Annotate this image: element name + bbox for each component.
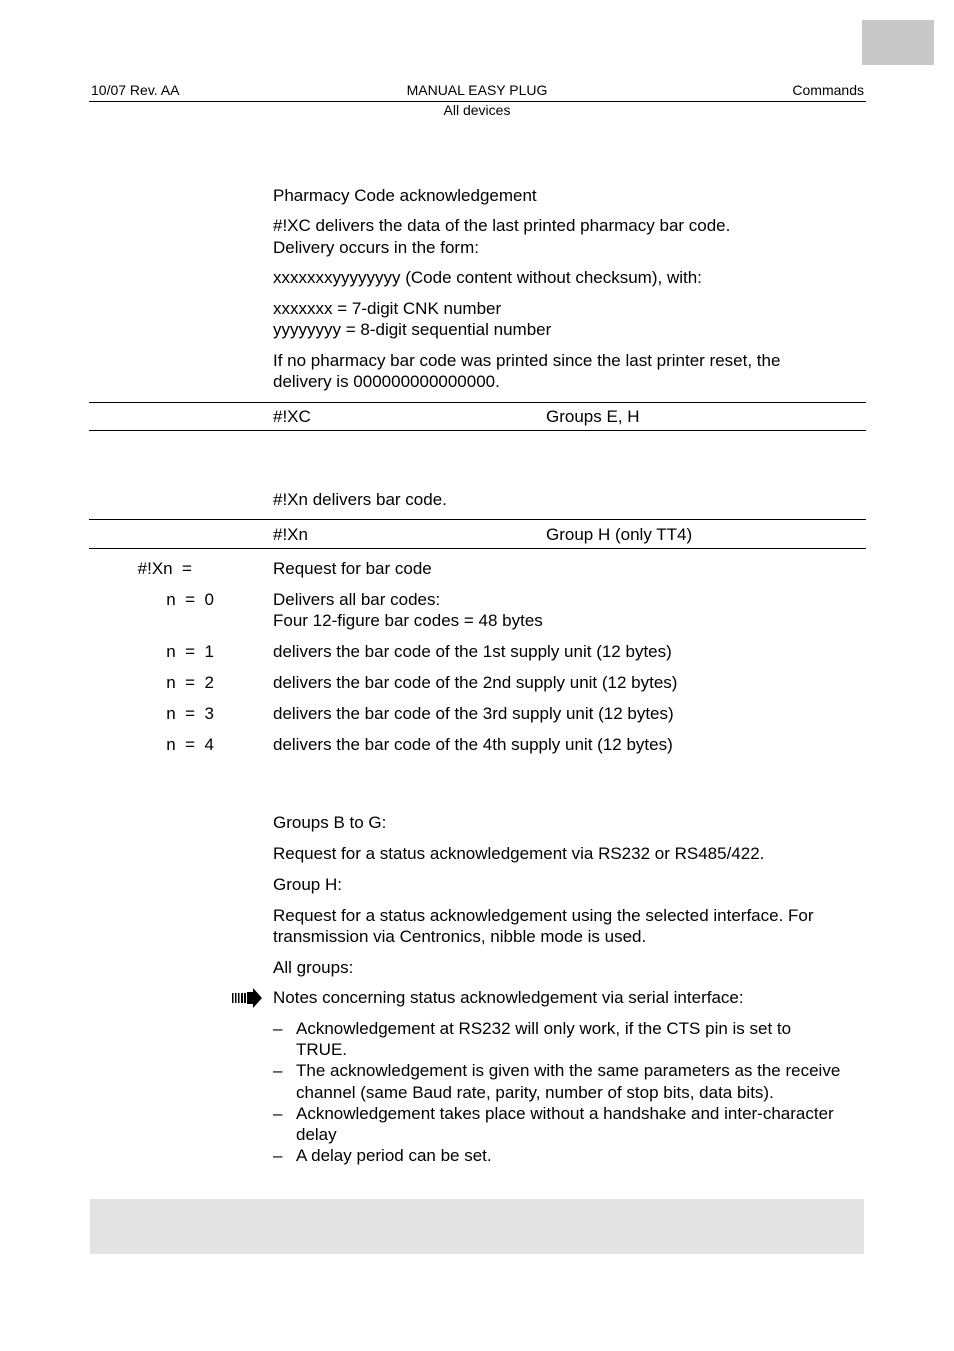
header-revision: 10/07 Rev. AA [91, 82, 180, 98]
xc-syntax-rule-top [89, 402, 866, 403]
xn-syntax-rule-bottom [89, 548, 866, 549]
xc-note-line2: delivery is 000000000000000. [273, 372, 500, 391]
footer-band [90, 1199, 864, 1254]
xn-value-desc: delivers the bar code of the 1st supply unit (12 bytes) [273, 642, 672, 661]
xn-groups: Group H (only TT4) [546, 525, 693, 544]
bullet-text-line2: delay [296, 1125, 337, 1144]
status-note: Notes concerning status acknowledgement via serial interface: [273, 988, 744, 1007]
header-chapter: Commands [792, 82, 864, 98]
xn-intro: #!Xn delivers bar code. [273, 490, 447, 509]
bullet-text: Acknowledgement at RS232 will only work, if the CTS pin is set to [296, 1019, 792, 1038]
bullet-dash: – [273, 1061, 283, 1080]
bullet-dash: – [273, 1104, 283, 1123]
pointing-hand-icon [231, 988, 263, 1008]
bullet-dash: – [273, 1019, 283, 1038]
xc-title: Pharmacy Code acknowledgement [273, 186, 537, 205]
xn-syntax: #!Xn [273, 525, 308, 544]
xn-value-label: n = 1 [166, 642, 214, 661]
xn-value-label: n = 4 [166, 735, 214, 754]
header-manual-title: MANUAL EASY PLUG [406, 82, 548, 98]
bullet-text: A delay period can be set. [296, 1146, 492, 1165]
xn-syntax-rule-top [89, 519, 866, 520]
status-groups-bg-text: Request for a status acknowledgement via RS232 or RS485/422. [273, 844, 765, 863]
header-subtitle: All devices [443, 102, 511, 118]
xn-value-label: n = 3 [166, 704, 214, 723]
page-tab-marker [862, 20, 934, 65]
xc-syntax: #!XC [273, 407, 311, 426]
xc-cnk-line: xxxxxxx = 7-digit CNK number [273, 299, 502, 318]
xc-note-line1: If no pharmacy bar code was printed since the last printer reset, the [273, 351, 781, 370]
status-group-h-line2: transmission via Centronics, nibble mode is used. [273, 927, 647, 946]
xc-desc-line1: #!XC delivers the data of the last printed pharmacy bar code. [273, 216, 731, 235]
xn-value-desc-line2: Four 12-figure bar codes = 48 bytes [273, 611, 543, 630]
xc-format: xxxxxxxyyyyyyyy (Code content without checksum), with: [273, 268, 702, 287]
bullet-text: The acknowledgement is given with the same parameters as the receive [296, 1061, 841, 1080]
bullet-dash: – [273, 1146, 283, 1165]
bullet-text-line2: TRUE. [296, 1040, 347, 1059]
status-group-h-line1: Request for a status acknowledgement using the selected interface. For [273, 906, 814, 925]
status-groups-bg-title: Groups B to G: [273, 813, 387, 832]
xn-value-desc: delivers the bar code of the 2nd supply unit (12 bytes) [273, 673, 678, 692]
xn-value-label: n = 2 [166, 673, 214, 692]
status-all-groups-title: All groups: [273, 958, 354, 977]
xc-groups: Groups E, H [546, 407, 640, 426]
xn-param-label: #!Xn = [137, 559, 192, 578]
xn-value-label: n = 0 [166, 590, 214, 609]
xn-value-desc: delivers the bar code of the 4th supply unit (12 bytes) [273, 735, 673, 754]
xn-param-desc: Request for bar code [273, 559, 432, 578]
xc-seq-line: yyyyyyyy = 8-digit sequential number [273, 320, 552, 339]
status-group-h-title: Group H: [273, 875, 342, 894]
bullet-text: Acknowledgement takes place without a handshake and inter-character [296, 1104, 834, 1123]
xc-desc-line2: Delivery occurs in the form: [273, 238, 479, 257]
xn-value-desc: Delivers all bar codes: [273, 590, 441, 609]
xn-value-desc: delivers the bar code of the 3rd supply unit (12 bytes) [273, 704, 674, 723]
bullet-text-line2: channel (same Baud rate, parity, number of stop bits, data bits). [296, 1083, 774, 1102]
xc-syntax-rule-bottom [89, 430, 866, 431]
